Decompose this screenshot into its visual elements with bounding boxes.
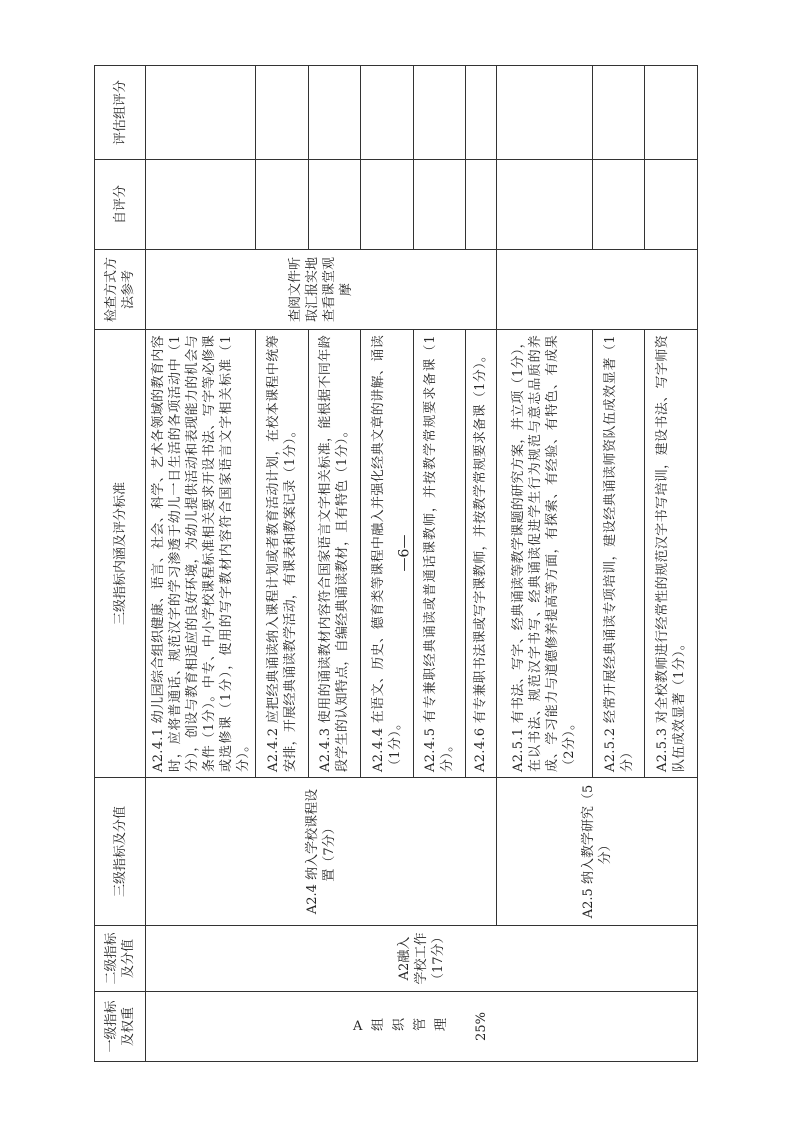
team-score-cell[interactable] [413,66,466,160]
criterion-text: A2.5.2 经常开展经典诵读专项培训，建设经典诵读师资队伍成效显著（1分） [592,330,645,778]
self-score-cell[interactable] [256,160,309,250]
team-score-cell[interactable] [496,66,592,160]
self-score-cell[interactable] [592,160,645,250]
header-method: 检查方式方法参考 [95,250,146,330]
self-score-cell[interactable] [496,160,592,250]
criterion-text: A2.5.1 有书法、写字、经典诵读等教学课题的研究方案，并立项（1分），在以书法、规范汉字书写、经典诵读促进学生行为规范与意志品质的养成、学习能力与道德修养提高等方面，有探索、有经验、有特色、有成果（2分）。 [496,330,592,778]
team-score-cell[interactable] [466,66,497,160]
criterion-text: A2.4.6 有专兼职书法课或写字课教师，并按教学常规要求备课（1分）。 [466,330,497,778]
criterion-text: A2.4.5 有专兼职经典诵读或普通话课教师，并按教学常规要求备课（1分）。 [413,330,466,778]
team-score-cell[interactable] [308,66,361,160]
method-cell: 查阅文件听取汇报实地查看课堂观摩 [146,250,497,330]
level1-label: A组织管理 [352,1019,455,1034]
method-cell-empty [496,250,697,330]
group-a25: A2.5 纳入教学研究（5分） [496,778,697,926]
header-level2: 二级指标及分值 [95,926,146,992]
header-level3: 三级指标及分值 [95,778,146,926]
criterion-text: A2.4.1 幼儿园综合组织健康、语言、社会、科学、艺术各领域的教育内容时，应将普通话、规范汉字的学习渗透于幼儿一日生活的各项活动中（1分），创设与教育相适应的良好环境，为幼儿提供活动和表现能力的机会与条件（1分）。中专、中小学校课程标准相关要求开设书法、写字等必修课或选修课（1分），使用的写字教材内容符合国家语言文字相关标准（1分）。 [146,330,256,778]
self-score-cell[interactable] [361,160,414,250]
criterion-text: A2.5.3 对全校教师进行经常性的规范汉字书写培训，建设书法、写字师资队伍成效显著（1分）。 [645,330,698,778]
group-a24: A2.4 纳入学校课程设置（7分） [146,778,497,926]
self-score-cell[interactable] [645,160,698,250]
header-team-score: 评估组评分 [95,66,146,160]
header-self-score: 自评分 [95,160,146,250]
self-score-cell[interactable] [466,160,497,250]
self-score-cell[interactable] [413,160,466,250]
self-score-cell[interactable] [146,160,256,250]
self-score-cell[interactable] [308,160,361,250]
criterion-text: A2.4.4 在语文、历史、德育类等课程中融入并强化经典文章的讲解、诵读（1分）。 [361,330,414,778]
page-number: —6— [396,534,413,572]
header-content: 三级指标内涵及评分标准 [95,330,146,778]
team-score-cell[interactable] [146,66,256,160]
criterion-text: A2.4.2 应把经典诵读纳入课程计划或者教育活动计划，在校本课程中统筹安排，开展经典诵读教学活动，有课表和教案记录（1分）。 [256,330,309,778]
criterion-text: A2.4.3 使用的诵读教材内容符合国家语言文字相关标准，能根据不同年龄段学生的认知特点，自编经典诵读教材，且有特色（1分）。 [308,330,361,778]
level1-weight: 25% [474,1012,490,1041]
header-level1: 一级指标及权重 [95,992,146,1062]
header-row [95,66,146,1062]
table-row [496,66,592,1062]
level1-cell [146,992,698,1062]
team-score-cell[interactable] [645,66,698,160]
level2-cell: A2融入学校工作（17分） [146,926,698,992]
table-row [146,66,256,1062]
team-score-cell[interactable] [361,66,414,160]
team-score-cell[interactable] [592,66,645,160]
team-score-cell[interactable] [256,66,309,160]
